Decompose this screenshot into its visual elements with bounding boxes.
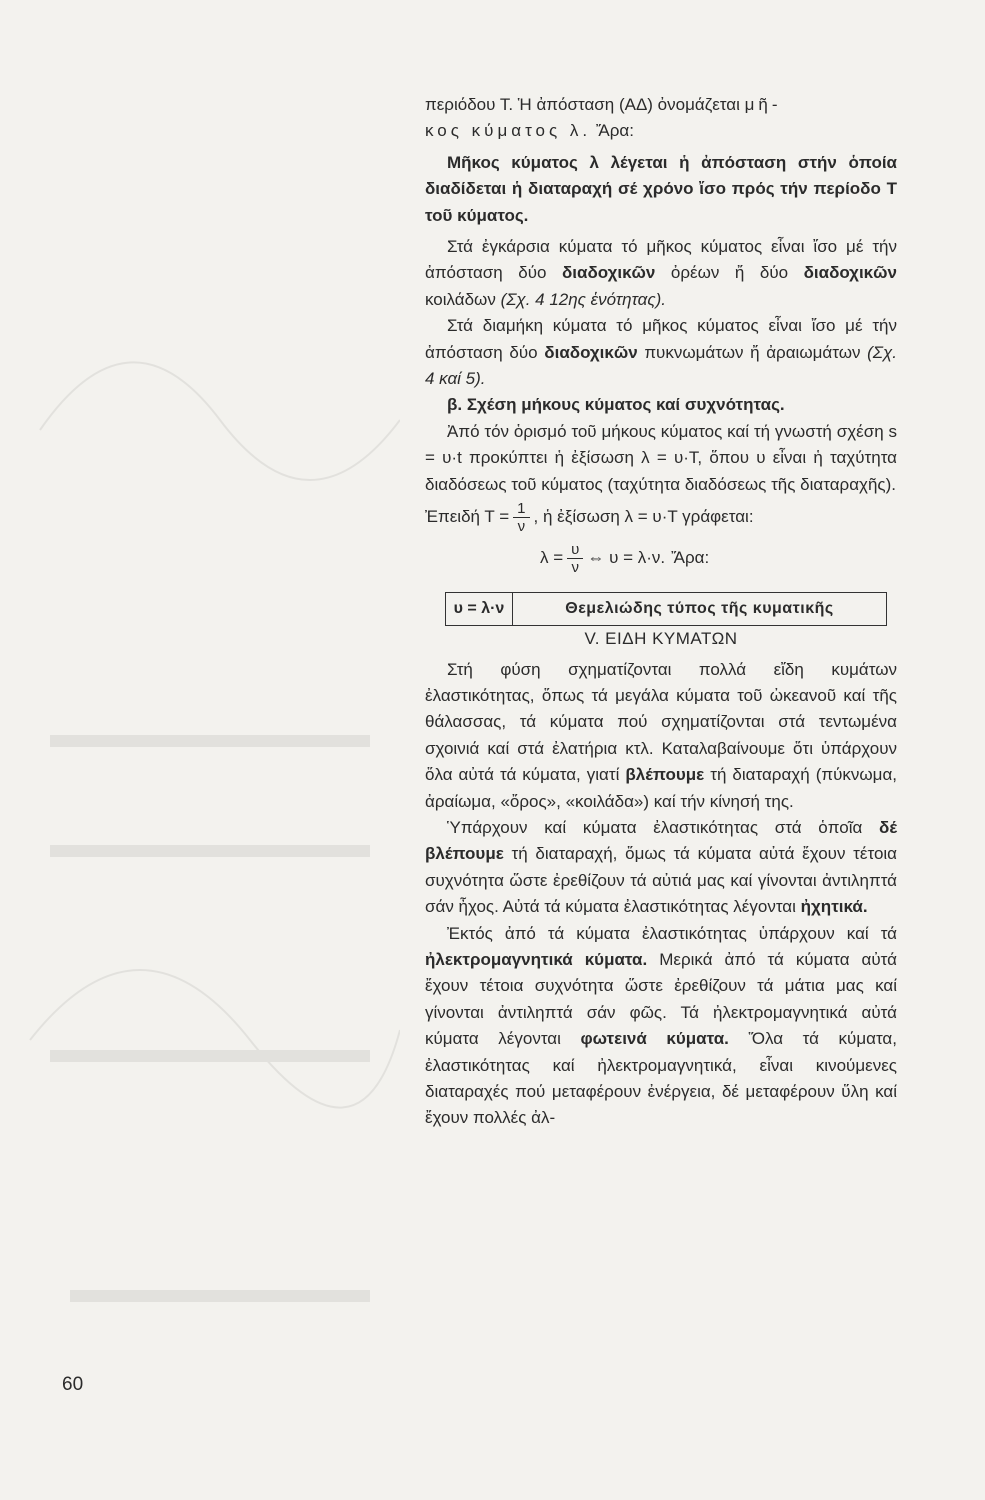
bold-span: διαδοχικῶν	[544, 342, 638, 362]
text-span: Στή φύση σχηματίζονται πολλά εἴδη κυμάτων ἐλαστικότητας, ὅπως τά μεγάλα κύματα τοῦ ὠκεανοῦ καί τῆς θάλασσας, τά κύματα πού σχηματίζονται στά τεντωμένα σχοινιά καί στά ἐλατήρια κτλ. Καταλαβαίνουμε ὅτι ὑπάρχουν ὅλα αὐτά τά κύματα, γιατί	[425, 659, 897, 785]
bold-span: βλέπουμε	[625, 765, 705, 785]
text-span: Μερικά ἀπό τά κύματα αὐτά ἔχουν τέτοια συχνότητα ὥστε ἐρεθίζουν τά μάτια μας καί γίνονται ἀντιληπτά σάν φῶς. Τά ἠλεκτρομαγνητικά αὐτά κύματα λέγονται	[425, 949, 897, 1049]
paragraph-sound-waves	[425, 815, 897, 921]
text-span: Στά ἐγκάρσια κύματα τό μῆκος κύματος εἶναι ἴσο μέ τήν ἀπόσταση δύο	[425, 237, 897, 283]
definition-wavelength: Μῆκος κύματος λ λέγεται ἡ ἀπόσταση στήν ὁποία διαδίδεται ἡ διαταραχή σέ χρόνο ἴσο πρός τήν περίοδο Τ τοῦ κύματος.	[425, 152, 897, 225]
fraction-numerator: υ	[567, 541, 583, 559]
text-span: τή διαταραχή, ὅμως τά κύματα αὐτά ἔχουν τέτοια συχνότητα ὥστε ἐρεθίζουν τά αὐτιά μας καί γίνονται ἀντιληπτά σάν ἦχος. Αὐτά τά κύματα ἐλαστικότητας λέγονται	[425, 844, 897, 917]
text-span: ὀρέων ἤ δύο	[670, 263, 789, 283]
formula-cell: υ = λ·ν	[446, 593, 513, 625]
fraction-denominator: ν	[517, 517, 526, 535]
italic-span: (Σχ. 4 12ης ἑνότητας).	[500, 289, 666, 309]
fraction-denominator: ν	[571, 558, 579, 576]
text-span: ⇔ υ = λ·ν.	[587, 547, 666, 567]
bleed-through-artifact	[0, 0, 400, 1500]
text-span: Ἐκτός ἀπό τά κύματα ἐλαστικότητας ὑπάρχουν καί τά	[447, 923, 897, 943]
text-column	[425, 92, 897, 1132]
paragraph-derivation: Ἀπό τόν ὁρισμό τοῦ μήκους κύματος καί τή γνωστή σχέση s = υ·t προκύπτει ἡ ἐξίσωση λ = υ·Τ, ὅπου υ εἶναι ἡ ταχύτητα διαδόσεως τοῦ κύματος (ταχύτητα διαδόσεως τῆς διαταραχῆς).	[425, 421, 897, 494]
text-span: , ἡ ἐξίσωση λ = υ·Τ γράφεται:	[533, 506, 754, 526]
text-span: Ὅλα τά κύματα, ἐλαστικότητας καί ἠλεκτρομαγνητικά, εἶναι κινούμενες διαταραχές πού μεταφέρουν ἐνέργεια, δέ μεταφέρουν ὕλη καί ἔχουν πολλές ἀλ-	[425, 1029, 897, 1128]
text-span: κοιλάδων	[425, 289, 496, 309]
page-number: 60	[62, 1374, 84, 1395]
text-span: Ἐπειδή Τ =	[425, 506, 510, 526]
paragraph-longitudinal	[425, 313, 897, 392]
bold-span: ἠλεκτρομαγνητικά κύματα.	[425, 949, 648, 969]
bold-span: διαδοχικῶν	[803, 263, 897, 283]
bold-span: διαδοχικῶν	[562, 263, 656, 283]
section-heading: V. ΕΙΔΗ ΚΥΜΑΤΩΝ	[584, 629, 738, 649]
paragraph-em-waves	[425, 921, 897, 1132]
text-span: περιόδου Τ. Ἡ ἀπόσταση (ΑΔ) ὀνομάζεται	[425, 95, 740, 114]
paragraph-elastic-waves	[425, 657, 897, 815]
bold-span: δέ βλέπουμε	[425, 817, 897, 864]
fraction-one-over-nu	[513, 500, 529, 535]
fraction-u-over-nu	[567, 541, 583, 576]
text-span: τή διαταραχή (πύκνωμα, ἀραίωμα, «ὄρος», «κοιλάδα») καί τήν κίνησή της.	[425, 765, 897, 811]
text-span: λ =	[540, 547, 564, 567]
italic-span: (Σχ. 4 καί 5).	[425, 342, 897, 389]
text-span: πυκνωμάτων ἤ ἀραιωμάτων	[644, 342, 861, 362]
equation-wavelength	[425, 536, 897, 580]
text-span: κος κύματος λ.	[425, 121, 592, 141]
bold-span: ἠχητικά.	[800, 897, 868, 917]
equation-period	[425, 498, 897, 536]
bold-span: φωτεινά κύματα.	[580, 1029, 729, 1049]
fraction-numerator: 1	[513, 500, 529, 518]
text-span: μῆ-	[744, 95, 782, 114]
subheading-relation: β. Σχέση μήκους κύματος καί συχνότητας.	[447, 395, 785, 415]
fundamental-formula-box	[445, 592, 887, 626]
text-span: Ὑπάρχουν καί κύματα ἐλαστικότητας στά ὁποῖα	[447, 817, 863, 837]
text-span: Ἄρα:	[595, 121, 634, 141]
paragraph-intro	[425, 92, 897, 145]
paragraph-transverse	[425, 234, 897, 313]
text-span: Στά διαμήκη κύματα τό μῆκος κύματος εἶναι ἴσο μέ τήν ἀπόσταση δύο	[425, 316, 897, 362]
formula-caption-cell: Θεμελιώδης τύπος τῆς κυματικῆς	[565, 599, 834, 617]
text-span: Ἄρα:	[671, 547, 710, 567]
